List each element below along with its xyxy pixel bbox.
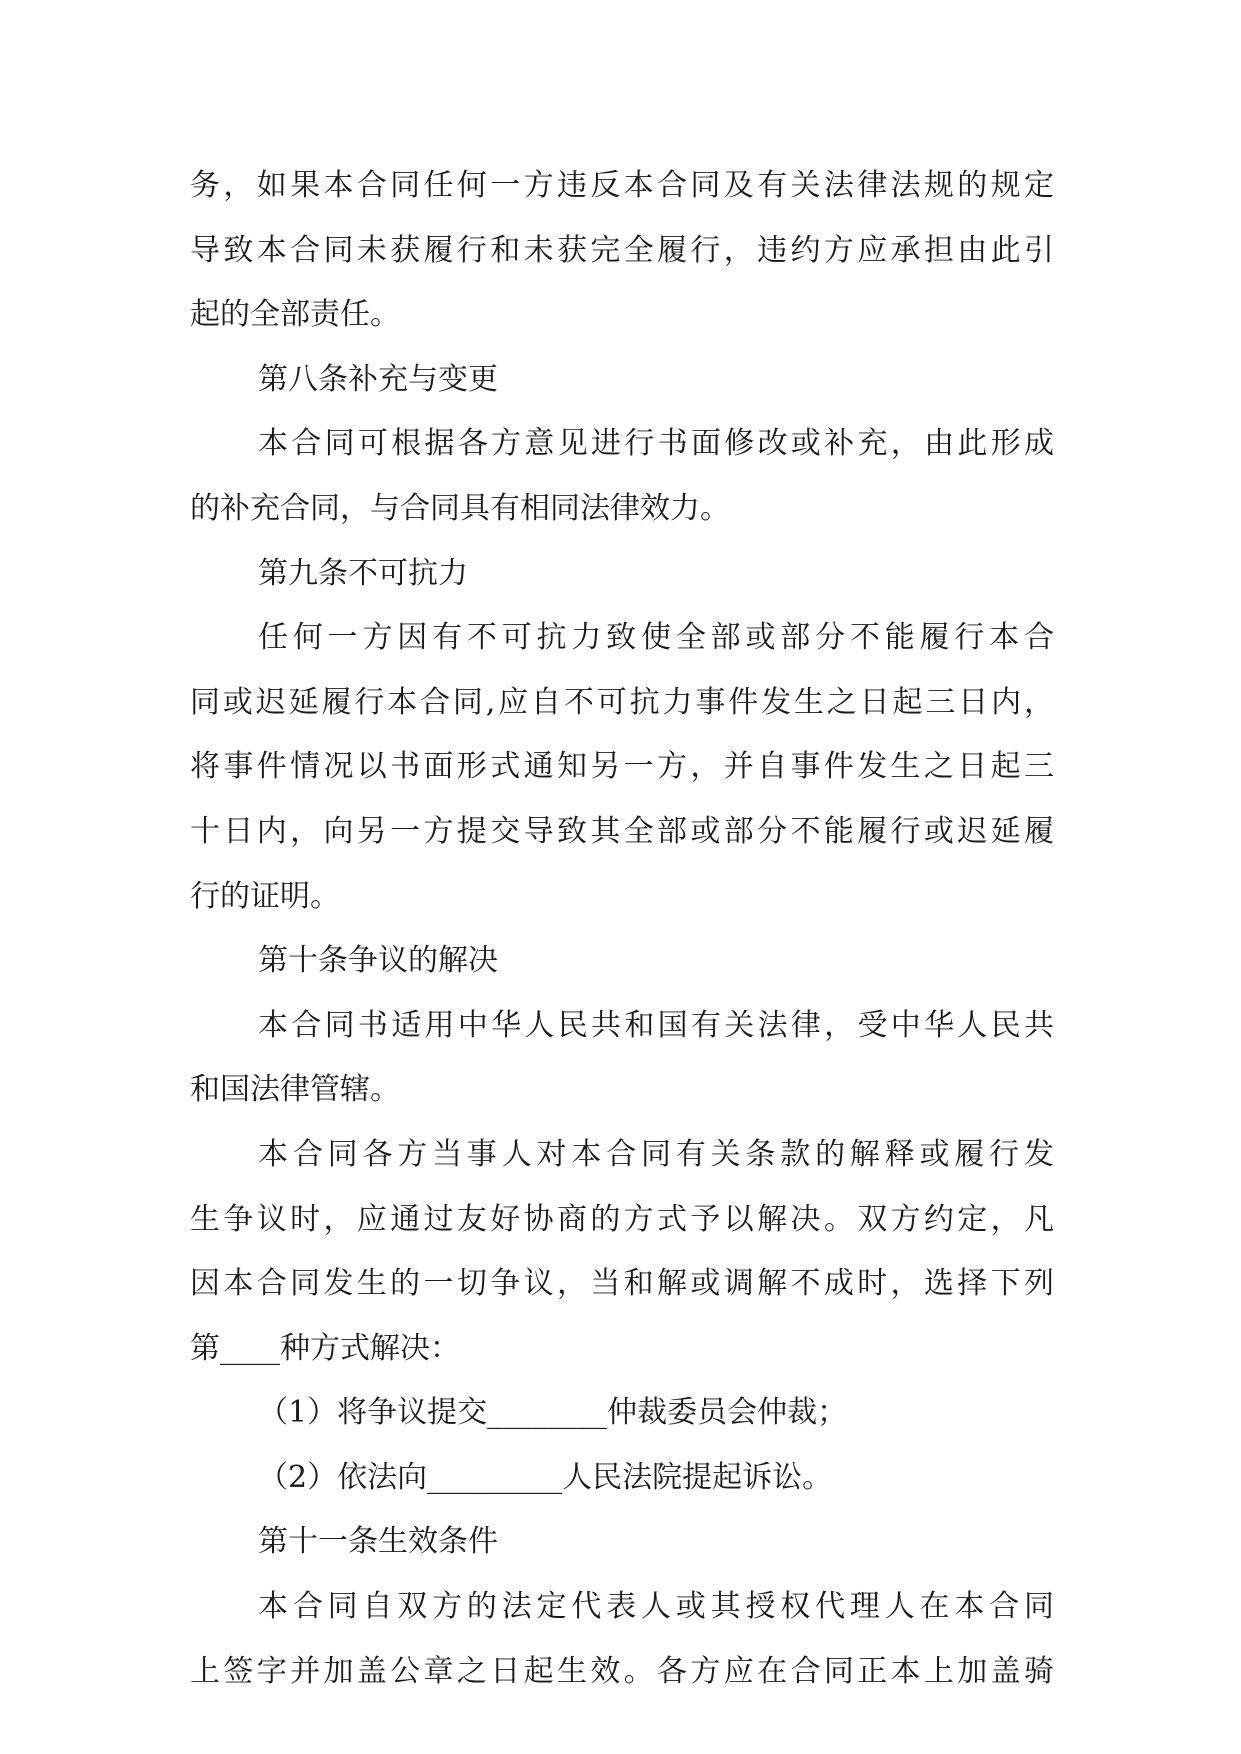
text-line: 十日内，向另一方提交导致其全部或部分不能履行或迟延履 (190, 813, 1054, 849)
text-line: 本合同各方当事人对本合同有关条款的解释或履行发 (258, 1136, 1054, 1172)
text-line: 本合同可根据各方意见进行书面修改或补充，由此形成 (258, 426, 1054, 462)
option-item-arbitration: （1）将争议提交________仲裁委员会仲裁； (258, 1395, 848, 1431)
text-line: 导致本合同未获履行和未获完全履行，违约方应承担由此引 (190, 232, 1054, 268)
text-line: 起的全部责任。 (190, 297, 400, 333)
option-item-litigation: （2）依法向_________人民法院提起诉讼。 (258, 1459, 833, 1495)
text-line: 的补充合同，与合同具有相同法律效力。 (190, 490, 730, 526)
text-line: 上签字并加盖公章之日起生效。各方应在合同正本上加盖骑 (190, 1653, 1054, 1689)
section-heading-article-10: 第十条争议的解决 (258, 943, 498, 979)
text-line: 任何一方因有不可抗力致使全部或部分不能履行本合 (258, 620, 1054, 656)
text-line: 务，如果本合同任何一方违反本合同及有关法律法规的规定 (190, 168, 1054, 203)
document-body (190, 154, 1054, 1704)
section-heading-article-9: 第九条不可抗力 (258, 555, 468, 591)
text-line: 和国法律管辖。 (190, 1072, 400, 1108)
text-line: 生争议时，应通过友好协商的方式予以解决。双方约定，凡 (190, 1201, 1054, 1237)
text-line: 同或迟延履行本合同,应自不可抗力事件发生之日起三日内， (190, 684, 1054, 720)
section-heading-article-11: 第十一条生效条件 (258, 1524, 498, 1560)
text-line: 第____种方式解决： (190, 1330, 460, 1366)
text-line: 本合同自双方的法定代表人或其授权代理人在本合同 (258, 1589, 1054, 1625)
text-line: 将事件情况以书面形式通知另一方，并自事件发生之日起三 (190, 749, 1054, 785)
text-line: 本合同书适用中华人民共和国有关法律，受中华人民共 (258, 1007, 1054, 1043)
text-line: 行的证明。 (190, 878, 340, 914)
text-line: 因本合同发生的一切争议，当和解或调解不成时，选择下列 (190, 1266, 1054, 1302)
section-heading-article-8: 第八条补充与变更 (258, 361, 498, 397)
